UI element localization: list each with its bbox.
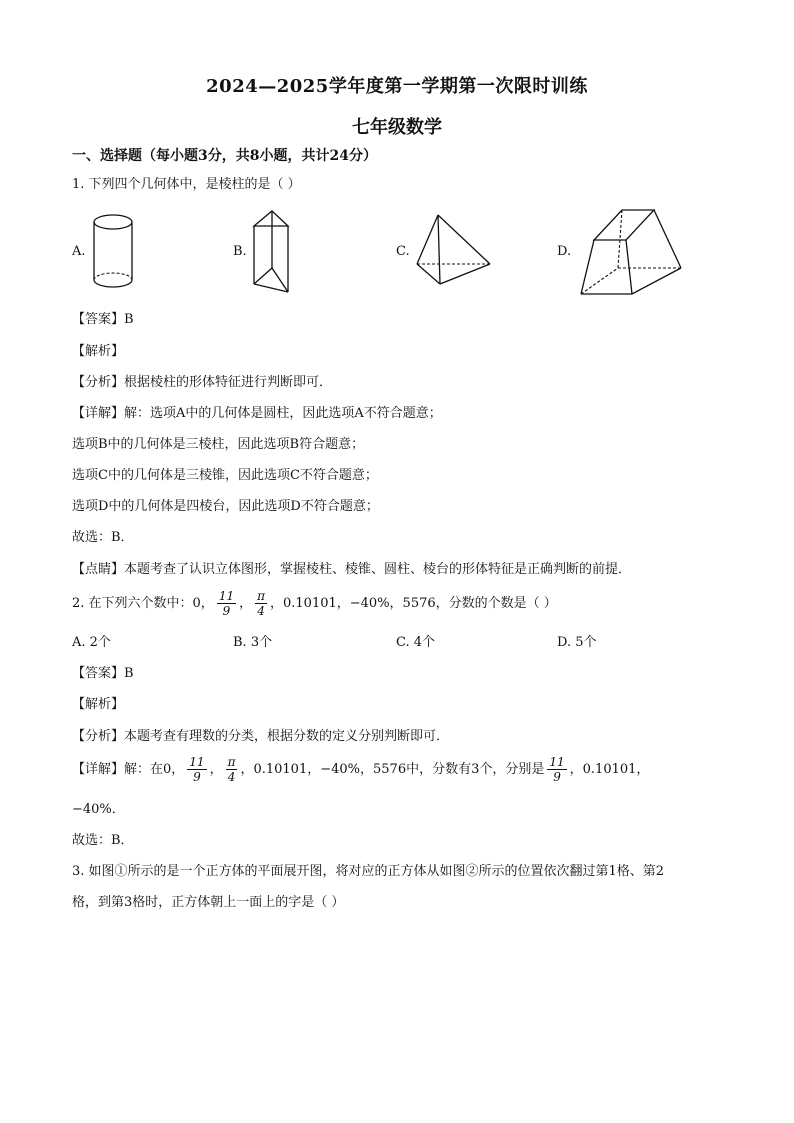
q1-detail-2: 选项B中的几何体是三棱柱，因此选项B符合题意； <box>72 437 365 452</box>
q2-fenxi: 【分析】本题考查有理数的分类，根据分数的定义分别判断即可． <box>72 729 450 744</box>
q2-detail-cont: −40%． <box>72 802 125 817</box>
fraction-11-9: $\frac{11}{9}$ <box>189 755 205 784</box>
q1-analysis-heading: 【解析】 <box>72 344 125 359</box>
question-3-line-2: 格，到第3格时，正方体朝上一面上的字是（ ） <box>72 895 345 910</box>
section-heading: 一、选择题（每小题3分，共8小题，共计24分） <box>72 148 377 164</box>
page-subtitle: 七年级数学 <box>352 117 442 138</box>
fraction-pi-4: $\frac{\pi}{4}$ <box>257 589 265 618</box>
q2-choose: 故选：B． <box>72 833 134 848</box>
q2-stem-pre: 2. 在下列六个数中：0， <box>72 596 214 611</box>
option-c-label: C. <box>396 244 410 259</box>
q2-analysis-heading: 【解析】 <box>72 697 125 712</box>
option-a-label: A. <box>72 244 86 259</box>
q2-detail-pre: 【详解】解：在0， <box>72 762 185 777</box>
q1-fenxi: 【分析】根据棱柱的形体特征进行判断即可． <box>72 375 333 390</box>
q2-option-c: C. 4个 <box>396 635 436 650</box>
q2-stem-post: ，0.10101，−40%，5576，分数的个数是（ ） <box>270 596 557 611</box>
q1-detail-4: 选项D中的几何体是四棱台，因此选项D不符合题意； <box>72 499 379 514</box>
q2-option-b: B. 3个 <box>233 635 273 650</box>
option-b-label: B. <box>233 244 247 259</box>
q1-detail-1: 【详解】解：选项A中的几何体是圆柱，因此选项A不符合题意； <box>72 406 442 421</box>
q1-detail-3: 选项C中的几何体是三棱锥，因此选项C不符合题意； <box>72 468 378 483</box>
fraction-pi-4: $\frac{\pi}{4}$ <box>227 755 236 784</box>
cylinder-figure <box>90 212 136 292</box>
triangular-pyramid-figure <box>414 212 494 288</box>
q2-detail: 【详解】解：在0， $\frac{11}{9}$ ， $\frac{\pi}{4}$ ，0.10101，−40%，5576中，分数有3个，分别是 $\frac{11}{9}$ ，0.10101， <box>72 755 650 784</box>
question-2-stem: 2. 在下列六个数中：0， $\frac{11}{9}$ ， $\frac{\pi}{4}$ ，0.10101，−40%，5576，分数的个数是（ ） <box>72 589 557 618</box>
q2-detail-mid: ，0.10101，−40%，5576中，分数有3个，分别是 <box>240 762 545 777</box>
option-d-label: D. <box>557 244 572 259</box>
q1-answer: 【答案】B <box>72 312 134 327</box>
page-title: 2024—2025学年度第一学期第一次限时训练 <box>206 76 588 97</box>
q2-detail-end: ，0.10101， <box>569 762 650 777</box>
q1-choose: 故选：B． <box>72 530 134 545</box>
q1-dianjing: 【点睛】本题考查了认识立体图形，掌握棱柱、棱锥、圆柱、棱台的形体特征是正确判断的前提． <box>72 562 632 577</box>
triangular-prism-figure <box>250 208 292 296</box>
question-3-line-1: 3. 如图①所示的是一个正方体的平面展开图，将对应的正方体从如图②所示的位置依次翻过第1格、第2 <box>72 864 665 879</box>
question-1-stem: 1. 下列四个几何体中，是棱柱的是（ ） <box>72 177 301 192</box>
fraction-11-9: $\frac{11}{9}$ <box>218 589 235 618</box>
q2-option-d: D. 5个 <box>557 635 597 650</box>
q2-option-a: A. 2个 <box>72 635 111 650</box>
frustum-figure <box>578 208 684 298</box>
q2-answer: 【答案】B <box>72 666 134 681</box>
fraction-11-9: $\frac{11}{9}$ <box>549 755 565 784</box>
